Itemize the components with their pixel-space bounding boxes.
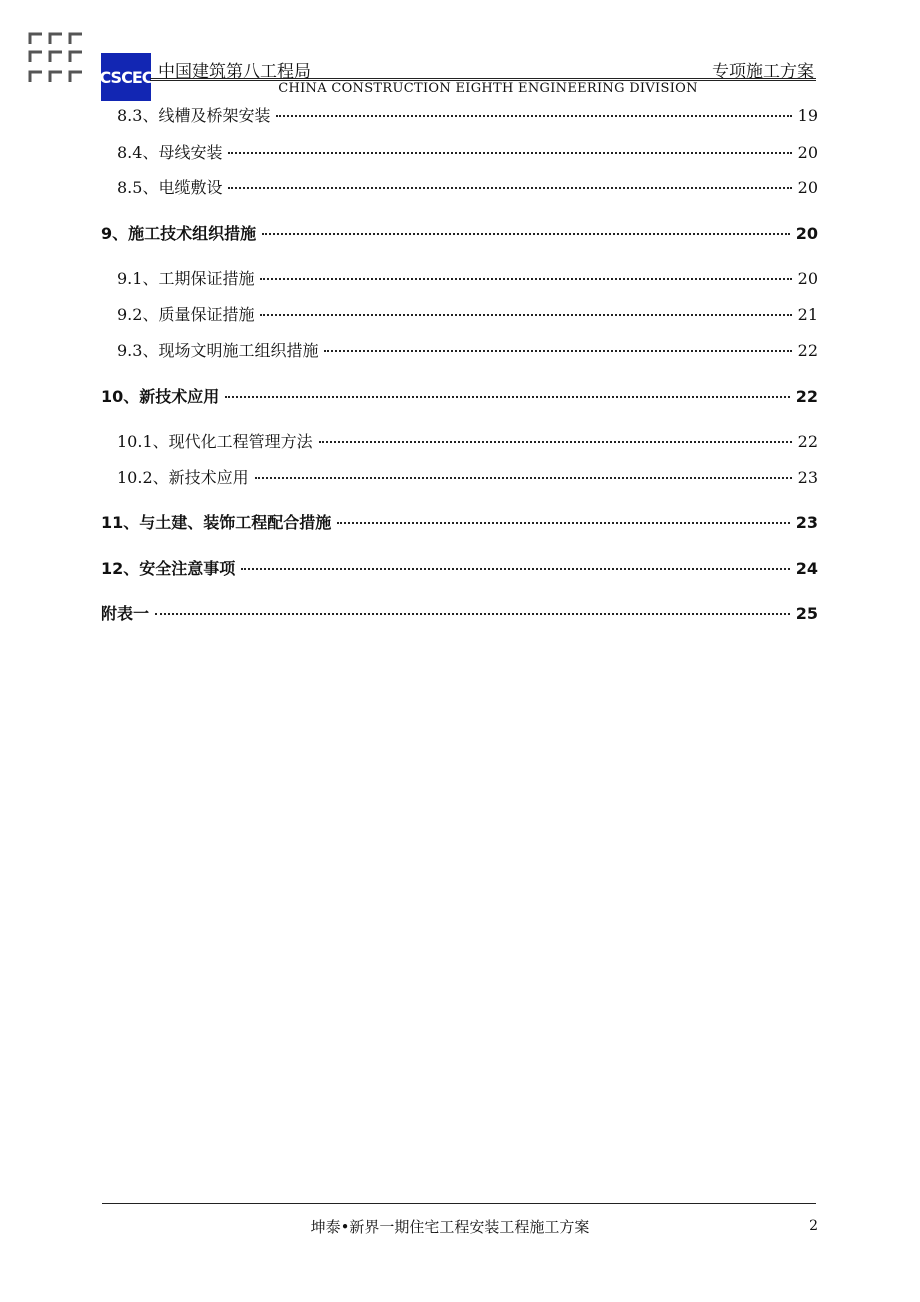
header-organization: 中国建筑第八工程局: [158, 62, 311, 82]
toc-entry-page: 23: [797, 468, 818, 487]
toc-leader: [262, 233, 790, 235]
toc-entry-page: 20: [797, 178, 818, 197]
header-organization-english: CHINA CONSTRUCTION EIGHTH ENGINEERING DIVISION: [278, 81, 698, 96]
toc-entry-label: 10、新技术应用: [101, 387, 220, 406]
toc-entry[interactable]: [117, 266, 818, 289]
toc-leader: [260, 314, 791, 316]
toc-leader: [337, 522, 789, 524]
toc-leader: [155, 613, 790, 615]
toc-leader: [255, 477, 792, 479]
toc-entry[interactable]: [117, 175, 818, 198]
header-document-type: 专项施工方案: [712, 62, 814, 82]
header-rule: [150, 78, 816, 79]
toc-entry[interactable]: [101, 556, 818, 579]
toc-entry-page: 22: [795, 387, 818, 406]
toc-entry-page: 25: [795, 604, 818, 623]
toc-entry-page: 23: [795, 513, 818, 532]
toc-leader: [260, 278, 791, 280]
toc-leader: [241, 568, 789, 570]
toc-entry[interactable]: [101, 601, 818, 624]
toc-entry-label: 8.5、电缆敷设: [117, 178, 223, 197]
toc-entry-page: 20: [797, 269, 818, 288]
footer-rule: [102, 1203, 816, 1204]
toc-leader: [228, 187, 791, 189]
toc-entry[interactable]: [117, 429, 818, 452]
toc-leader: [228, 152, 791, 154]
toc-entry-label: 9.1、工期保证措施: [117, 269, 255, 288]
toc-entry[interactable]: [117, 302, 818, 325]
toc-entry[interactable]: [101, 510, 818, 533]
toc-entry-page: 20: [795, 224, 818, 243]
toc-entry-label: 9、施工技术组织措施: [101, 224, 257, 243]
toc-entry-page: 20: [797, 143, 818, 162]
toc-entry[interactable]: [117, 338, 818, 361]
toc-entry-page: 21: [797, 305, 818, 324]
footer-title: 坤泰•新界一期住宅工程安装工程施工方案: [310, 1218, 590, 1236]
footer-page-number: 2: [809, 1218, 818, 1234]
toc-entry-label: 11、与土建、装饰工程配合措施: [101, 513, 332, 532]
cscec-logo: CSCEC: [101, 53, 151, 101]
toc-entry-label: 9.3、现场文明施工组织措施: [117, 341, 319, 360]
toc-entry-label: 10.2、新技术应用: [117, 468, 249, 487]
toc-leader: [319, 441, 792, 443]
toc-leader: [324, 350, 791, 352]
toc-entry-label: 8.3、线槽及桥架安装: [117, 106, 271, 125]
toc-entry-label: 附表一: [101, 604, 150, 623]
toc-entry-label: 12、安全注意事项: [101, 559, 236, 578]
toc-entry-label: 8.4、母线安装: [117, 143, 223, 162]
toc-entry[interactable]: [101, 221, 818, 244]
toc-entry-page: 19: [797, 106, 818, 125]
toc-entry[interactable]: [117, 140, 818, 163]
toc-entry-page: 24: [795, 559, 818, 578]
toc-leader: [225, 396, 789, 398]
toc-entry-label: 10.1、现代化工程管理方法: [117, 432, 313, 451]
toc-entry[interactable]: [117, 465, 818, 488]
toc-entry-page: 22: [797, 341, 818, 360]
toc-entry[interactable]: [117, 103, 818, 126]
toc-leader: [276, 115, 791, 117]
toc-entry-label: 9.2、质量保证措施: [117, 305, 255, 324]
toc-entry-page: 22: [797, 432, 818, 451]
toc-entry[interactable]: [101, 384, 818, 407]
